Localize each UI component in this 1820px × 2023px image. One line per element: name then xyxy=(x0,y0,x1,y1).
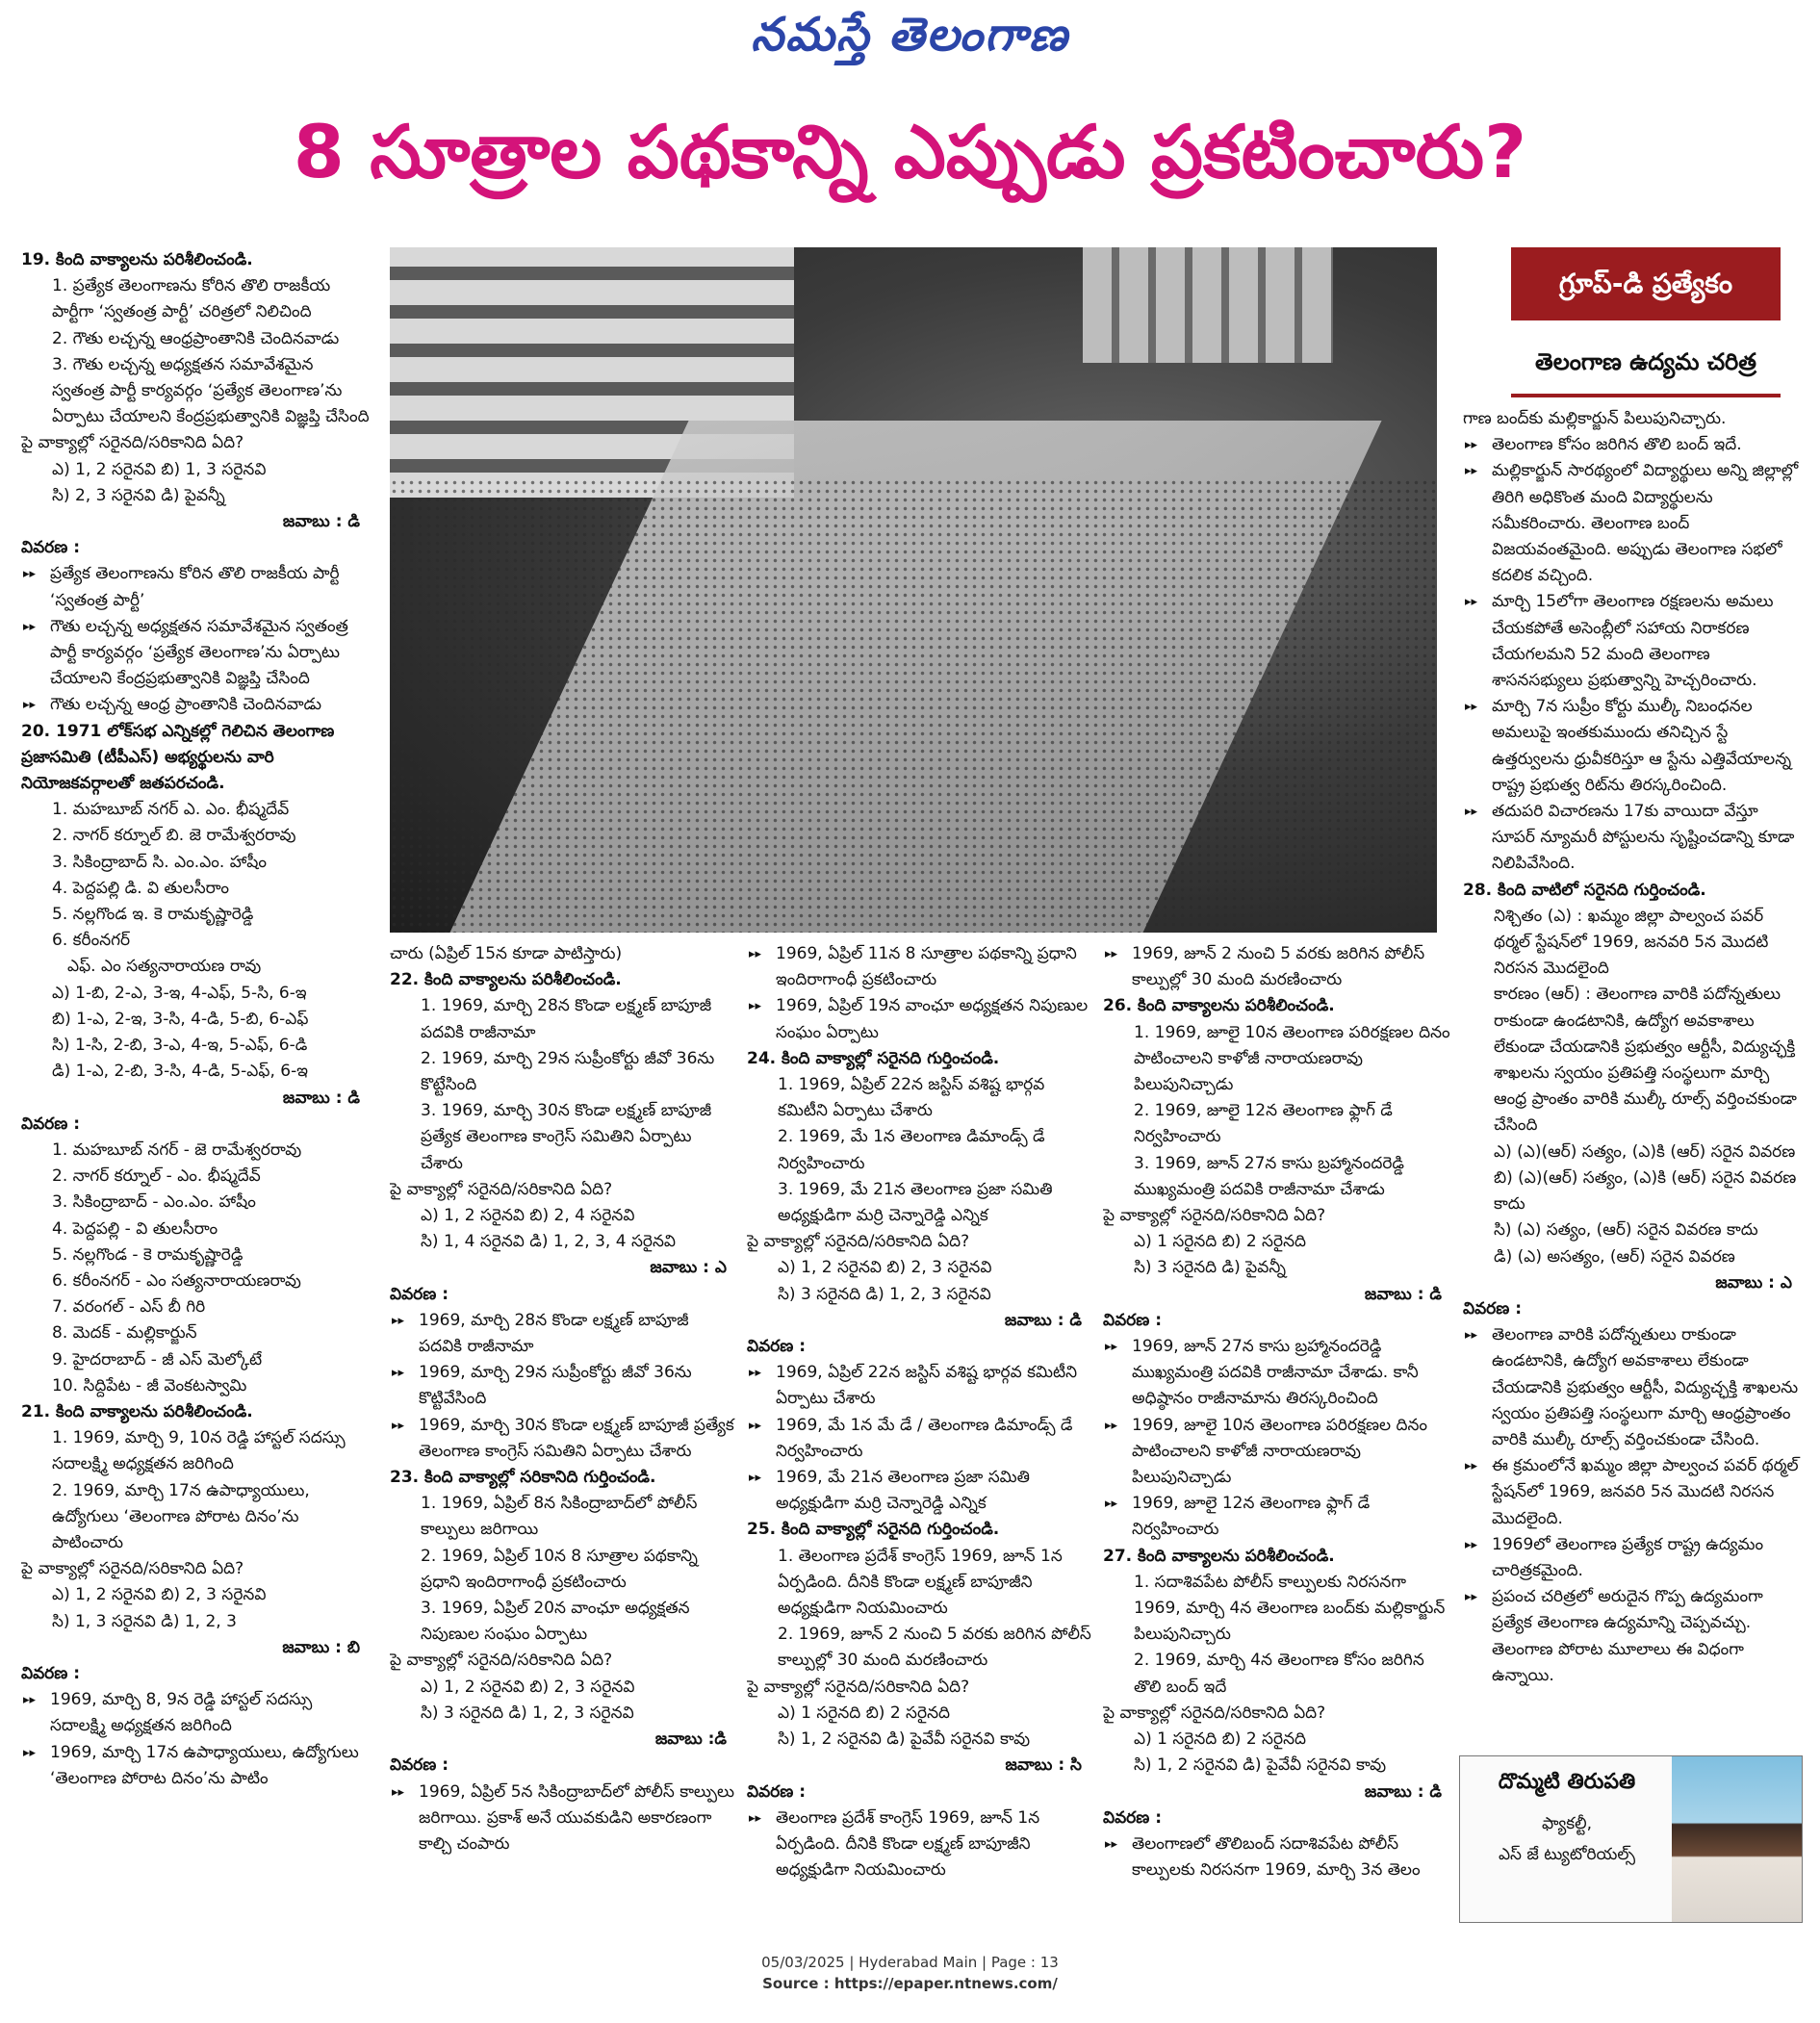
question-text: 23. కింది వాక్యాల్లో సరికానిది గుర్తించండి. xyxy=(390,1468,656,1488)
bullet-point: ▸▸ 1969, మే 21న తెలంగాణ ప్రజా సమితి అధ్యక్షుడిగా మర్రి చెన్నారెడ్డి ఎన్నిక xyxy=(747,1465,1091,1517)
body-text: 2. 1969, మార్చి 17న ఉపాధ్యాయులు, ఉద్యోగులు ‘తెలంగాణ పోరాట దినం’ను పాటించారు xyxy=(52,1480,310,1552)
body-text: పై వాక్యాల్లో సరైనది/సరికానిది ఏది? xyxy=(747,1677,970,1697)
photo-crowd xyxy=(390,478,1437,933)
page-footer xyxy=(0,1952,1820,1994)
body-text: 4. పెద్దపల్లి డి. వి తులసీరాం xyxy=(52,878,229,898)
bullet-point: ▸▸ 1969, జూలై 10న తెలంగాణ పరిరక్షణల దినం పాటించాలని కాళోజీ నారాయణరావు పిలుపునిచ్చాడు xyxy=(1103,1413,1451,1492)
body-text: సి) (ఎ) సత్యం, (ఆర్) సరైన వివరణ కాదు xyxy=(1494,1220,1758,1241)
body-text: సి) 1, 2 సరైనవి డి) పైవేవీ సరైనవి కావు xyxy=(1134,1755,1387,1776)
explanation-heading: వివరణ : xyxy=(1103,1807,1163,1828)
column-1 xyxy=(21,247,370,1905)
body-text: 7. వరంగల్ - ఎస్ బీ గిరి xyxy=(52,1297,206,1318)
body-text: ఎ) 1 సరైనది బి) 2 సరైనది xyxy=(1134,1729,1307,1750)
photo-building-2 xyxy=(1083,247,1333,363)
explanation-heading: వివరణ : xyxy=(21,1663,81,1683)
body-text: 3. సికింద్రాబాద్ - ఎం.ఎం. హాషీం xyxy=(52,1192,256,1213)
answer-text: జవాబు : డి xyxy=(1364,1781,1442,1802)
body-text: 2. 1969, మార్చి 29న సుప్రీంకోర్టు జీవో 36ను కొట్టేసింది xyxy=(421,1048,715,1095)
body-text: కారణం (ఆర్) : తెలంగాణ వారికి పదోన్నతులు రాకుండా ఉండటానికి, ఉద్యోగ అవకాశాలు లేకుండా చేయడానికి ప్రభుత్వం ఆర్టీసీ, విద్యుచ్ఛక్తి శాఖలను స్వయం ప్రతిపత్తి సంస్థలుగా మార్చి ఆంధ్ర ప్రాంతం వారికి ముల్కీ రూల్స్ వర్తించకుండా చేసింది xyxy=(1494,985,1797,1136)
body-text: 1. మహబూబ్ నగర్ ఎ. ఎం. భీష్మదేవ్ xyxy=(52,800,290,820)
column-2 xyxy=(390,941,736,1904)
body-text: సి) 1, 4 సరైనవి డి) 1, 2, 3, 4 సరైనవి xyxy=(421,1232,676,1252)
body-text: 1. తెలంగాణ ప్రదేశ్ కాంగ్రెస్ 1969, జూన్ 1న ఏర్పడింది. దీనికి కొండా లక్ష్మణ్ బాపూజీని అధ్యక్షుడిగా నియమించారు xyxy=(778,1546,1063,1619)
headline: 8 సూత్రాల పథకాన్ని ఎప్పుడు ప్రకటించారు? xyxy=(293,109,1527,194)
bullet-point: ▸▸ మార్చి 15లోగా తెలంగాణ రక్షణలను అమలు చేయకపోతే అసెంబ్లీలో సహాయ నిరాకరణ చేయగలమని 52 మంది తెలంగాణ శాసనసభ్యులు ప్రభుత్వాన్ని హెచ్చరించారు. xyxy=(1463,589,1802,694)
bullet-point: ▸▸ 1969, జూన్ 27న కాసు బ్రహ్మానందరెడ్డి ముఖ్యమంత్రి పదవికి రాజీనామా చేశాడు. కానీ అధిష్ఠానం రాజీనామాను తిరస్కరించింది xyxy=(1103,1334,1451,1413)
footer-source: Source : https://epaper.ntnews.com/ xyxy=(762,1975,1058,1992)
author-photo xyxy=(1672,1756,1802,1922)
body-text: ఎ) 1, 2 సరైనవి బి) 1, 3 సరైనవి xyxy=(52,459,267,479)
body-text: 10. సిద్దిపేట - జీ వెంకటస్వామి xyxy=(52,1375,247,1396)
body-text: ఎ) 1 సరైనది బి) 2 సరైనది xyxy=(1134,1232,1307,1252)
body-text: పై వాక్యాల్లో సరైనది/సరికానిది ఏది? xyxy=(390,1179,613,1199)
body-text: 1. సదాశివపేట పోలీస్ కాల్పులకు నిరసనగా 1969, మార్చి 4న తెలంగాణ బంద్‌కు మల్లికార్జున్ పిలుపునిచ్చారు xyxy=(1134,1572,1446,1645)
body-text: 5. నల్లగొండ ఇ. కె రామకృష్ణారెడ్డి xyxy=(52,905,254,925)
question-text: 20. 1971 లోక్‌సభ ఎన్నికల్లో గెలిచిన తెలంగాణ ప్రజాసమితి (టీపీఎస్) అభ్యర్థులను వారి నియోజకవర్గాలతో జతపరచండి. xyxy=(21,721,335,794)
body-text: ఎ) 1, 2 సరైనవి బి) 2, 4 సరైనవి xyxy=(421,1206,635,1226)
bullet-point: ▸▸ ఈ క్రమంలోనే ఖమ్మం జిల్లా పాల్వంచ పవర్ థర్మల్ స్టేషన్‌లో 1969, జనవరి 5న మొదటి నిరసన మొదలైంది. xyxy=(1463,1453,1802,1532)
body-text: 3. సికింద్రాబాద్ సి. ఎం.ఎం. హాషీం xyxy=(52,852,268,872)
body-text: 3. 1969, మే 21న తెలంగాణ ప్రజా సమితి అధ్యక్షుడిగా మర్రి చెన్నారెడ్డి ఎన్నిక xyxy=(778,1179,1053,1226)
bullet-point: ▸▸ ప్రత్యేక తెలంగాణను కోరిన తొలి రాజకీయ పార్టీ ‘స్వతంత్ర పార్టీ’ xyxy=(21,561,370,613)
body-text: 6. కరీంనగర్ xyxy=(52,931,131,951)
body-text: సి) 3 సరైనది డి) 1, 2, 3 సరైనవి xyxy=(421,1703,634,1723)
body-text: సి) 1, 3 సరైనవి డి) 1, 2, 3 xyxy=(52,1611,237,1631)
bullet-point: ▸▸ మల్లికార్జున్ సారథ్యంలో విద్యార్థులు అన్ని జిల్లాల్లో తిరిగి అధికొంత మంది విద్యార్థులను సమీకరించారు. తెలంగాణ బంద్ విజయవంతమైంది. అప్పుడు తెలంగాణ సభలో కదలిక వచ్చింది. xyxy=(1463,458,1802,589)
body-text: 3. 1969, జూన్ 27న కాసు బ్రహ్మానందరెడ్డి ముఖ్యమంత్రి పదవికి రాజీనామా చేశాడు xyxy=(1134,1153,1405,1199)
explanation-heading: వివరణ : xyxy=(747,1781,807,1802)
body-text: 2. 1969, జూలై 12న తెలంగాణ ఫ్లాగ్ డే నిర్వహించారు xyxy=(1134,1101,1393,1147)
footer-date-edition: 05/03/2025 | Hyderabad Main | Page : 13 xyxy=(761,1954,1059,1971)
body-text: డి) 1-ఎ, 2-బి, 3-సి, 4-డి, 5-ఎఫ్, 6-ఇ xyxy=(52,1062,308,1082)
column-5 xyxy=(1463,406,1802,1744)
body-text: చారు (ఏప్రిల్ 15న కూడా పాటిస్తారు) xyxy=(390,944,623,963)
question-text: 22. కింది వాక్యాలను పరిశీలించండి. xyxy=(390,970,622,990)
bullet-point: ▸▸ 1969, జూలై 12న తెలంగాణ ఫ్లాగ్ డే నిర్వహించారు xyxy=(1103,1491,1451,1543)
bullet-point: ▸▸ 1969, మార్చి 28న కొండా లక్ష్మణ్ బాపూజీ పదవికి రాజీనామా xyxy=(390,1308,736,1360)
body-text: ఎ) 1, 2 సరైనవి బి) 2, 3 సరైనవి xyxy=(778,1258,992,1278)
body-text: 8. మెదక్ - మల్లికార్జున్ xyxy=(52,1323,197,1344)
body-text: పై వాక్యాల్లో సరైనది/సరికానిది ఏది? xyxy=(1103,1206,1326,1226)
bullet-point: ▸▸ 1969, మార్చి 29న సుప్రీంకోర్టు జీవో 36ను కొట్టివేసింది xyxy=(390,1360,736,1412)
body-text: ఎ) 1, 2 సరైనవి బి) 2, 3 సరైనవి xyxy=(52,1585,267,1605)
body-text: డి) (ఎ) అసత్యం, (ఆర్) సరైన వివరణ xyxy=(1494,1246,1735,1267)
column-4 xyxy=(1103,941,1451,1904)
bullet-point: ▸▸ తెలంగాణ ప్రదేశ్ కాంగ్రెస్ 1969, జూన్ 1న ఏర్పడింది. దీనికి కొండా లక్ష్మణ్ బాపూజీని అధ్యక్షుడిగా నియమించారు xyxy=(747,1805,1091,1884)
author-org: ఎస్ జే ట్యుటోరియల్స్ xyxy=(1498,1845,1636,1864)
news-photo xyxy=(390,247,1437,933)
body-text: సి) 3 సరైనది డి) 1, 2, 3 సరైనవి xyxy=(778,1284,991,1304)
bullet-point: ▸▸ 1969, మార్చి 17న ఉపాధ్యాయులు, ఉద్యోగులు ‘తెలంగాణ పోరాట దినం’ను పాటిం xyxy=(21,1740,370,1792)
answer-text: జవాబు : డి xyxy=(282,512,360,532)
body-text: 2. 1969, మే 1న తెలంగాణ డిమాండ్స్ డే నిర్వహించారు xyxy=(778,1127,1045,1173)
body-text: నిశ్చితం (ఎ) : ఖమ్మం జిల్లా పాల్వంచ పవర్ థర్మల్ స్టేషన్‌లో 1969, జనవరి 5న మొదటి నిరసన మొదలైంది xyxy=(1494,906,1769,979)
body-text: బి) 1-ఎ, 2-ఇ, 3-సి, 4-డి, 5-బి, 6-ఎఫ్ xyxy=(52,1009,309,1029)
bullet-point: ▸▸ 1969, మార్చి 8, 9న రెడ్డి హాస్టల్ సదస్సు సదాలక్ష్మి అధ్యక్షతన జరిగింది xyxy=(21,1687,370,1739)
answer-text: జవాబు : డి xyxy=(1004,1310,1082,1330)
body-text: ఎ) 1 సరైనది బి) 2 సరైనది xyxy=(778,1703,951,1723)
question-text: 25. కింది వాక్యాల్లో సరైనది గుర్తించండి. xyxy=(747,1520,1000,1540)
body-text: సి) 1, 2 సరైనవి డి) పైవేవీ సరైనవి కావు xyxy=(778,1729,1031,1750)
answer-text: జవాబు :డి xyxy=(654,1729,727,1750)
bullet-point: ▸▸ గౌతు లచ్చన్న ఆంధ్ర ప్రాంతానికి చెందినవాడు xyxy=(21,692,370,718)
body-text: ఎ) 1-బి, 2-ఎ, 3-ఇ, 4-ఎఫ్, 5-సి, 6-ఇ xyxy=(52,983,307,1003)
body-text: గాణ బంద్‌కు మల్లికార్జున్ పిలుపునిచ్చారు. xyxy=(1463,409,1727,428)
question-text: 26. కింది వాక్యాలను పరిశీలించండి. xyxy=(1103,996,1335,1016)
body-text: 1. మహబూబ్ నగర్ - జె రామేశ్వరరావు xyxy=(52,1140,302,1160)
bullet-point: ▸▸ తెలంగాణలో తొలిబంద్ సదాశివపేట పోలీస్ కాల్పులకు నిరసనగా 1969, మార్చి 3న తెలం xyxy=(1103,1831,1451,1883)
question-text: 28. కింది వాటిలో సరైనది గుర్తించండి. xyxy=(1463,880,1706,900)
body-text: 2. 1969, జూన్ 2 నుంచి 5 వరకు జరిగిన పోలీస్ కాల్పుల్లో 30 మంది మరణించారు xyxy=(778,1625,1091,1671)
body-text: పై వాక్యాల్లో సరైనది/సరికానిది ఏది? xyxy=(1103,1703,1326,1723)
body-text: 6. కరీంనగర్ - ఎం సత్యనారాయణరావు xyxy=(52,1270,301,1291)
answer-text: జవాబు : బి xyxy=(282,1637,360,1657)
body-text: సి) 2, 3 సరైనవి డి) పైవన్నీ xyxy=(52,485,225,505)
explanation-heading: వివరణ : xyxy=(21,538,81,558)
masthead-logo: నమస్తే తెలంగాణ xyxy=(751,8,1069,62)
body-text: 2. గౌతు లచ్చన్న ఆంధ్రప్రాంతానికి చెందినవాడు xyxy=(52,328,340,348)
bullet-point: ▸▸ తెలంగాణ వారికి పదోన్నతులు రాకుండా ఉండటానికి, ఉద్యోగ అవకాశాలు లేకుండా చేయడానికి ప్రభుత్వం ఆర్టీసీ, విద్యుచ్ఛక్తి శాఖలను స్వయం ప్రతిపత్తి సంస్థలుగా మార్చి ఆంధ్రప్రాంతం వారికి ముల్కీ రూల్స్ వర్తించకుండా చేసింది. xyxy=(1463,1322,1802,1453)
author-name: దొమ్మటి తిరుపతి xyxy=(1498,1770,1636,1794)
body-text: పై వాక్యాల్లో సరైనది/సరికానిది ఏది? xyxy=(21,433,244,453)
answer-text: జవాబు : డి xyxy=(1364,1284,1442,1304)
body-text: 4. పెద్దపల్లి - వి తులసీరాం xyxy=(52,1218,218,1239)
question-text: 27. కింది వాక్యాలను పరిశీలించండి. xyxy=(1103,1546,1335,1566)
explanation-heading: వివరణ : xyxy=(1103,1310,1163,1330)
body-text: 1. 1969, జూలై 10న తెలంగాణ పరిరక్షణల దినం పాటించాలని కాళోజీ నారాయణరావు పిలుపునిచ్చాడు xyxy=(1134,1022,1450,1095)
body-text: 2. నాగర్ కర్నూల్ బి. జె రామేశ్వరరావు xyxy=(52,826,296,846)
explanation-heading: వివరణ : xyxy=(390,1284,449,1304)
body-text: సి) 3 సరైనది డి) పైవన్నీ xyxy=(1134,1258,1287,1278)
answer-text: జవాబు : ఎ xyxy=(1715,1272,1792,1293)
answer-text: జవాబు : ఎ xyxy=(650,1258,727,1278)
body-text: 9. హైదరాబాద్ - జీ ఎస్ మెల్కోటే xyxy=(52,1349,263,1370)
bullet-point: ▸▸ మార్చి 7న సుప్రీం కోర్టు ముల్కీ నిబంధనల అమలుపై ఇంతకుముందు తనిచ్చిన స్టే ఉత్తర్వులను ధ్రువీకరిస్తూ ఆ స్టేను ఎత్తివేయాలన్న రాష్ట్ర ప్రభుత్వ రిట్‌ను తిరస్కరించింది. xyxy=(1463,694,1802,799)
bullet-point: ▸▸ 1969, జూన్ 2 నుంచి 5 వరకు జరిగిన పోలీస్ కాల్పుల్లో 30 మంది మరణించారు xyxy=(1103,941,1451,993)
question-text: 24. కింది వాక్యాల్లో సరైనది గుర్తించండి. xyxy=(747,1048,1000,1068)
section-badge: గ్రూప్-డి ప్రత్యేకం xyxy=(1511,247,1781,320)
body-text: పై వాక్యాల్లో సరైనది/సరికానిది ఏది? xyxy=(390,1651,613,1671)
bullet-point: ▸▸ 1969లో తెలంగాణ ప్రత్యేక రాష్ట్ర ఉద్యమం చారిత్రకమైంది. xyxy=(1463,1532,1802,1584)
question-text: 19. కింది వాక్యాలను పరిశీలించండి. xyxy=(21,250,253,269)
bullet-point: ▸▸ 1969, ఏప్రిల్ 22న జస్టిస్ వశిష్ట భార్గవ కమిటీని ఏర్పాటు చేశారు xyxy=(747,1360,1091,1412)
question-text: 21. కింది వాక్యాలను పరిశీలించండి. xyxy=(21,1401,253,1421)
body-text: 5. నల్లగొండ - కె రామకృష్ణారెడ్డి xyxy=(52,1244,244,1265)
body-text: సి) 1-సి, 2-బి, 3-ఎ, 4-ఇ, 5-ఎఫ్, 6-డి xyxy=(52,1036,308,1056)
body-text: 3. 1969, ఏప్రిల్ 20న వాంఛూ అధ్యక్షతన నిపుణుల సంఘం ఏర్పాటు xyxy=(421,1599,690,1645)
body-text: పై వాక్యాల్లో సరైనది/సరికానిది ఏది? xyxy=(21,1559,244,1579)
column-3 xyxy=(747,941,1091,1904)
body-text: 3. గౌతు లచ్చన్న అధ్యక్షతన సమావేశమైన స్వతంత్ర పార్టీ కార్యవర్గం ‘ప్రత్యేక తెలంగాణ’ను ఏర్పాటు చేయాలని కేంద్రప్రభుత్వానికి విజ్ఞప్తి చేసింది xyxy=(52,354,370,427)
body-text: 1. 1969, ఏప్రిల్ 8న సికింద్రాబాద్‌లో పోలీస్ కాల్పులు జరిగాయి xyxy=(421,1494,698,1540)
bullet-point: ▸▸ 1969, మార్చి 30న కొండా లక్ష్మణ్ బాపూజీ ప్రత్యేక తెలంగాణ కాంగ్రెస్ సమితిని ఏర్పాటు చేశారు xyxy=(390,1413,736,1465)
answer-text: జవాబు : డి xyxy=(282,1088,360,1108)
explanation-heading: వివరణ : xyxy=(390,1755,449,1776)
explanation-heading: వివరణ : xyxy=(747,1337,807,1357)
bullet-point: ▸▸ 1969, ఏప్రిల్ 5న సికింద్రాబాద్‌లో పోలీస్ కాల్పులు జరిగాయి. ప్రకాశ్ అనే యువకుడిని అకారణంగా కాల్చి చంపారు xyxy=(390,1780,736,1858)
body-text: బి) (ఎ)(ఆర్) సత్యం, (ఎ)కి (ఆర్) సరైన వివరణ కాదు xyxy=(1494,1167,1797,1215)
body-text: ఎ) 1, 2 సరైనవి బి) 2, 3 సరైనవి xyxy=(421,1677,635,1697)
body-text: 1. ప్రత్యేక తెలంగాణను కోరిన తొలి రాజకీయ పార్టీగా ‘స్వతంత్ర పార్టీ’ చరిత్రలో నిలిచింది xyxy=(52,276,331,322)
bullet-point: ▸▸ తదుపరి విచారణను 17కు వాయిదా వేస్తూ సూపర్ న్యూమరీ పోస్టులను సృష్టించడాన్ని కూడా నిలిపివేసింది. xyxy=(1463,799,1802,878)
section-subtitle: తెలంగాణ ఉద్యమ చరిత్ర xyxy=(1511,330,1781,397)
body-text: ఎ) (ఎ)(ఆర్) సత్యం, (ఎ)కి (ఆర్) సరైన వివరణ xyxy=(1494,1141,1796,1162)
bullet-point: ▸▸ 1969, మే 1న మే డే / తెలంగాణ డిమాండ్స్ డే నిర్వహించారు xyxy=(747,1413,1091,1465)
explanation-heading: వివరణ : xyxy=(1463,1298,1523,1319)
body-text: 1. 1969, మార్చి 9, 10న రెడ్డి హాస్టల్ సదస్సు సదాలక్ష్మి అధ్యక్షతన జరిగింది xyxy=(52,1428,346,1474)
body-text: 2. 1969, ఏప్రిల్ 10న 8 సూత్రాల పథకాన్ని ప్రధాని ఇందిరాగాంధీ ప్రకటించారు xyxy=(421,1546,698,1592)
body-text: 2. 1969, మార్చి 4న తెలంగాణ కోసం జరిగిన తొలి బంద్ ఇదే xyxy=(1134,1651,1424,1697)
bullet-point: ▸▸ ప్రపంచ చరిత్రలో అరుదైన గొప్ప ఉద్యమంగా ప్రత్యేక తెలంగాణ ఉద్యమాన్ని చెప్పవచ్చు. తెలంగాణ పోరాట మూలాలు ఈ విధంగా ఉన్నాయి. xyxy=(1463,1584,1802,1689)
explanation-heading: వివరణ : xyxy=(21,1114,81,1134)
answer-text: జవాబు : సి xyxy=(1005,1755,1082,1776)
body-text: 3. 1969, మార్చి 30న కొండా లక్ష్మణ్ బాపూజీ ప్రత్యేక తెలంగాణ కాంగ్రెస్ సమితిని ఏర్పాటు చేశారు xyxy=(421,1101,712,1173)
body-text: 2. నాగర్ కర్నూల్ - ఎం. భీష్మదేవ్ xyxy=(52,1166,261,1187)
bullet-point: ▸▸ 1969, ఏప్రిల్ 19న వాంఛూ అధ్యక్షతన నిపుణుల సంఘం ఏర్పాటు xyxy=(747,993,1091,1045)
body-text: 1. 1969, ఏప్రిల్ 22న జస్టిస్ వశిష్ట భార్గవ కమిటీని ఏర్పాటు చేశారు xyxy=(778,1075,1045,1121)
bullet-point: ▸▸ 1969, ఏప్రిల్ 11న 8 సూత్రాల పథకాన్ని ప్రధాని ఇందిరాగాంధీ ప్రకటించారు xyxy=(747,941,1091,993)
bullet-point: ▸▸ తెలంగాణ కోసం జరిగిన తొలి బంద్ ఇదే. xyxy=(1463,432,1802,458)
bullet-point: ▸▸ గౌతు లచ్చన్న అధ్యక్షతన సమావేశమైన స్వతంత్ర పార్టీ కార్యవర్గం ‘ప్రత్యేక తెలంగాణ’ను ఏర్పాటు చేయాలని కేంద్రప్రభుత్వానికి విజ్ఞప్తి చేసింది xyxy=(21,614,370,693)
body-text: ఎఫ్. ఎం సత్యనారాయణ రావు xyxy=(67,957,262,977)
author-role: ఫ్యాకల్టీ, xyxy=(1541,1814,1593,1833)
author-box xyxy=(1459,1755,1803,1923)
body-text: 1. 1969, మార్చి 28న కొండా లక్ష్మణ్ బాపూజీ పదవికి రాజీనామా xyxy=(421,996,712,1042)
body-text: పై వాక్యాల్లో సరైనది/సరికానిది ఏది? xyxy=(747,1232,970,1252)
